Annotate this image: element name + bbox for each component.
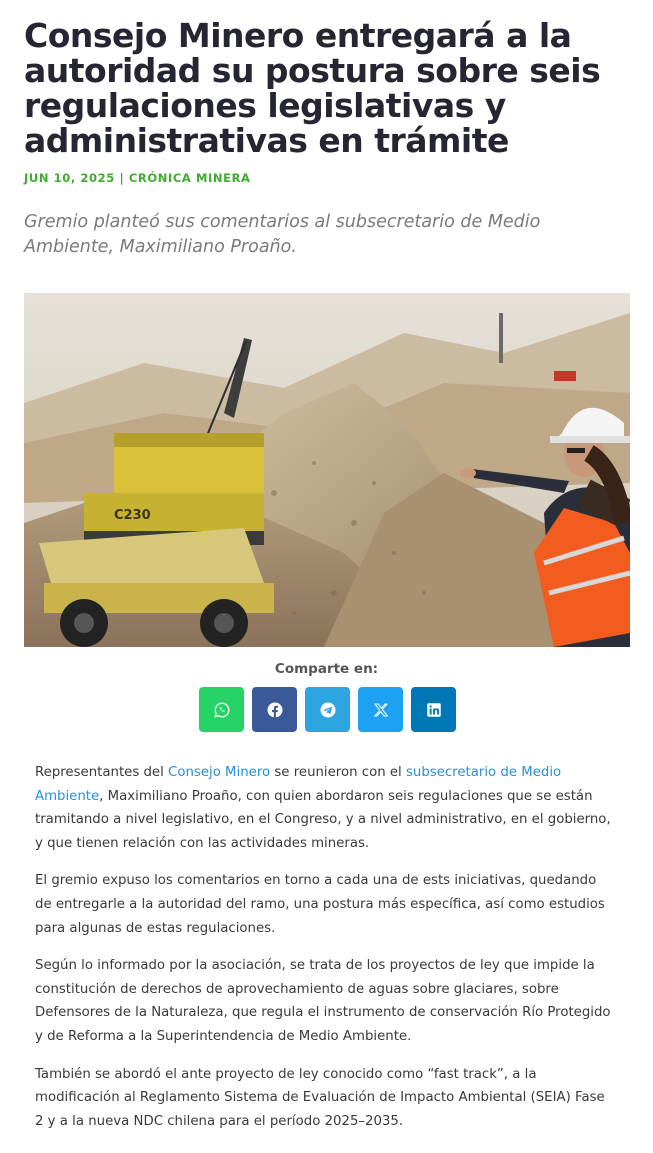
subsecretario-link[interactable]: subsecretario de Medio Ambiente xyxy=(35,765,562,804)
paragraph-text: , Maximiliano Proaño, con quien abordaron seis regulaciones que se están tramitando a nivel legislativo, en el Congreso, y a nivel administrativo, en el gobierno, y que tienen relación con las actividades mineras. xyxy=(35,788,611,851)
article-paragraph-2: El gremio expuso los comentarios en torno a cada una de ests iniciativas, quedando de entregarle a la autoridad del ramo, una postura más específica, así como estudios para algunas de estas regulaciones. xyxy=(35,873,605,936)
linkedin-icon xyxy=(425,701,443,719)
article-paragraph-3: Según lo informado por la asociación, se trata de los proyectos de ley que impide la constitución de derechos de aprovechamiento de aguas sobre glaciares, sobre Defensores de la Naturaleza, que regula el instrumento de conservación Río Protegido y de Reforma a la Superintendencia de Medio Ambiente. xyxy=(35,958,611,1044)
paragraph-text: se reunieron con el xyxy=(270,765,406,780)
whatsapp-share-button[interactable] xyxy=(199,687,244,732)
mining-scene-illustration xyxy=(24,293,630,647)
share-buttons xyxy=(199,687,456,732)
facebook-share-button[interactable] xyxy=(252,687,297,732)
article-source[interactable]: CRÓNICA MINERA xyxy=(128,171,251,185)
facebook-icon xyxy=(266,701,284,719)
article-paragraph-1 xyxy=(35,761,615,855)
share-label: Comparte en: xyxy=(274,661,379,677)
article-meta xyxy=(24,171,251,185)
x-icon xyxy=(372,701,390,719)
truck-number-label: C230 xyxy=(114,508,151,523)
article-body xyxy=(35,761,615,1147)
whatsapp-icon xyxy=(213,701,231,719)
article-date: JUN 10, 2025 xyxy=(24,171,115,185)
hero-image xyxy=(24,293,630,647)
article-subtitle: Gremio planteó sus comentarios al subsecretario de Medio Ambiente, Maximiliano Proaño. xyxy=(24,212,541,257)
telegram-icon xyxy=(319,701,337,719)
paragraph-text: Representantes del xyxy=(35,765,169,780)
article-paragraph-4: También se abordó el ante proyecto de ley conocido como “fast track”, a la modificación al Reglamento Sistema de Evaluación de Impacto Ambiental (SEIA) Fase 2 y a la nueva NDC chilena para el período 2025–2035. xyxy=(35,1066,605,1129)
consejo-minero-link[interactable]: Consejo Minero xyxy=(168,765,271,780)
article-title: Consejo Minero entregará a la autoridad su postura sobre seis regulaciones legislativas y administrativas en trámite xyxy=(24,16,601,160)
x-share-button[interactable] xyxy=(358,687,403,732)
linkedin-share-button[interactable] xyxy=(411,687,456,732)
meta-separator: | xyxy=(119,171,125,185)
telegram-share-button[interactable] xyxy=(305,687,350,732)
